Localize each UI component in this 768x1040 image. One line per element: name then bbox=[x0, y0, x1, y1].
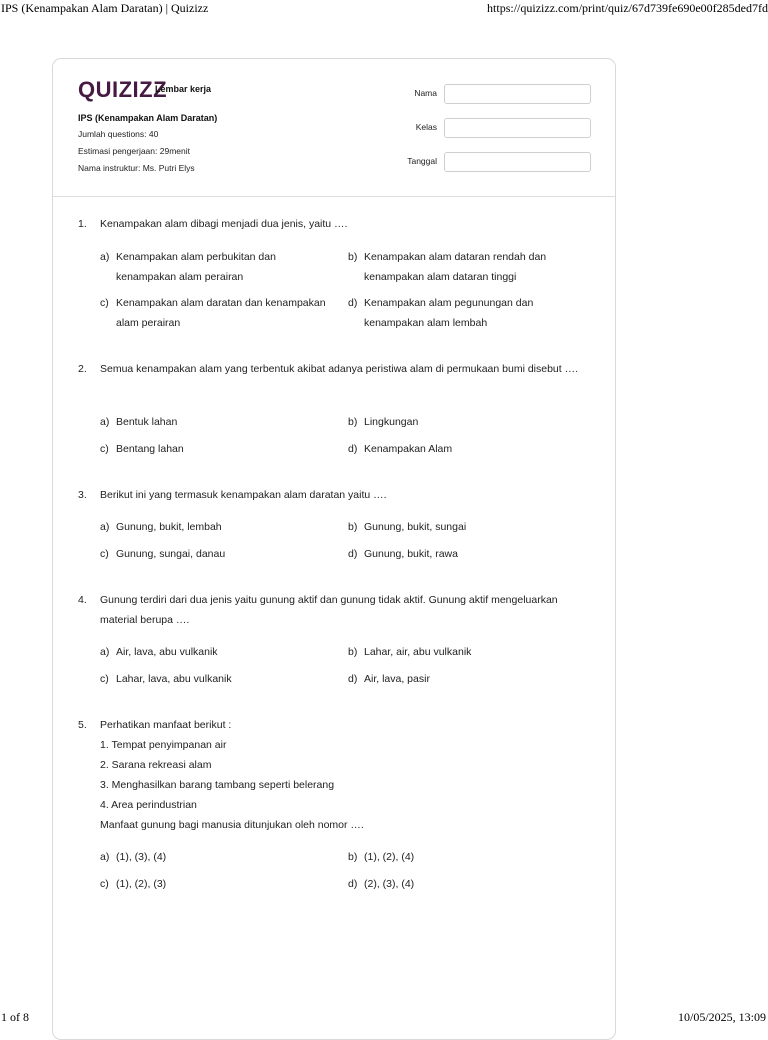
question-count: Jumlah questions: 40 bbox=[78, 129, 159, 139]
option-text: Gunung, bukit, lembah bbox=[116, 521, 222, 533]
option-text: Gunung, bukit, rawa bbox=[364, 548, 458, 560]
worksheet-subtitle: Lembar kerja bbox=[155, 84, 212, 94]
print-footer bbox=[0, 1009, 768, 1024]
instructor-name: Nama instruktur: Ms. Putri Elys bbox=[78, 163, 195, 173]
option-label: b) bbox=[348, 851, 358, 863]
class-field[interactable] bbox=[444, 118, 591, 138]
quizizz-logo: QUIZIZZ bbox=[78, 77, 168, 102]
option-label: c) bbox=[100, 297, 109, 309]
option-label: d) bbox=[348, 297, 358, 309]
option-text: Lingkungan bbox=[364, 416, 419, 428]
option-text: Kenampakan Alam bbox=[364, 443, 453, 455]
worksheet-card bbox=[52, 58, 616, 1040]
date-field[interactable] bbox=[444, 152, 591, 172]
print-datetime: 10/05/2025, 13:09 bbox=[677, 1010, 766, 1024]
date-field-label: Tanggal bbox=[407, 156, 437, 166]
option-label: a) bbox=[100, 646, 110, 658]
question-number: 4. bbox=[78, 594, 87, 606]
question-number: 3. bbox=[78, 489, 87, 501]
option-text: Bentang lahan bbox=[116, 443, 184, 455]
question-text-line: 1. Tempat penyimpanan air bbox=[100, 739, 227, 751]
worksheet-header bbox=[53, 59, 615, 197]
question-text-line: 3. Menghasilkan barang tambang seperti belerang bbox=[100, 779, 335, 791]
option-label: b) bbox=[348, 251, 358, 263]
option-text: Kenampakan alam perbukitan dan kenampakan alam perairan bbox=[116, 251, 276, 283]
option-label: a) bbox=[100, 851, 110, 863]
option-label: d) bbox=[348, 673, 358, 685]
option-label: b) bbox=[348, 521, 358, 533]
question-text: Semua kenampakan alam yang terbentuk akibat adanya peristiwa alam di permukaan bumi disebut …. bbox=[100, 363, 579, 375]
option-label: b) bbox=[348, 416, 358, 428]
option-text: Bentuk lahan bbox=[116, 416, 178, 428]
option-text: Air, lava, pasir bbox=[364, 673, 430, 685]
question-text: Kenampakan alam dibagi menjadi dua jenis, yaitu …. bbox=[100, 218, 348, 230]
option-label: d) bbox=[348, 878, 358, 890]
option-label: c) bbox=[100, 673, 109, 685]
question-text-line: Manfaat gunung bagi manusia ditunjukan oleh nomor …. bbox=[100, 819, 364, 831]
question-text-line: 4. Area perindustrian bbox=[100, 799, 197, 811]
question-text: Berikut ini yang termasuk kenampakan alam daratan yaitu …. bbox=[100, 489, 387, 501]
option-text: Kenampakan alam dataran rendah dan kenampakan alam dataran tinggi bbox=[364, 251, 547, 283]
print-page-title: IPS (Kenampakan Alam Daratan) | Quizizz bbox=[1, 1, 209, 15]
option-label: a) bbox=[100, 416, 110, 428]
option-text: (1), (3), (4) bbox=[116, 851, 167, 863]
question-number: 2. bbox=[78, 363, 87, 375]
option-label: d) bbox=[348, 443, 358, 455]
option-text: Gunung, bukit, sungai bbox=[364, 521, 467, 533]
option-text: Gunung, sungai, danau bbox=[116, 548, 226, 560]
option-label: b) bbox=[348, 646, 358, 658]
question-text-line: Perhatikan manfaat berikut : bbox=[100, 719, 232, 731]
option-text: Lahar, air, abu vulkanik bbox=[364, 646, 472, 658]
option-label: a) bbox=[100, 251, 110, 263]
time-estimate: Estimasi pengerjaan: 29menit bbox=[78, 146, 190, 156]
option-label: c) bbox=[100, 443, 109, 455]
question-text bbox=[100, 715, 590, 835]
question-number: 5. bbox=[78, 719, 87, 731]
option-text: (1), (2), (3) bbox=[116, 878, 167, 890]
option-label: c) bbox=[100, 548, 109, 560]
question-number: 1. bbox=[78, 218, 87, 230]
name-field[interactable] bbox=[444, 84, 591, 104]
option-label: d) bbox=[348, 548, 358, 560]
question-text: Gunung terdiri dari dua jenis yaitu gunung aktif dan gunung tidak aktif. Gunung aktif mengeluarkan material berupa …. bbox=[100, 594, 558, 626]
option-text: (1), (2), (4) bbox=[364, 851, 415, 863]
quiz-title: IPS (Kenampakan Alam Daratan) bbox=[78, 113, 218, 123]
print-page-url: https://quizizz.com/print/quiz/67d739fe690e00f285ded7fd bbox=[487, 1, 768, 15]
option-label: a) bbox=[100, 521, 110, 533]
option-text: Kenampakan alam pegunungan dan kenampakan alam lembah bbox=[364, 297, 534, 329]
page-counter: 1 of 8 bbox=[1, 1010, 29, 1024]
name-field-label: Nama bbox=[414, 88, 437, 98]
print-header bbox=[0, 0, 768, 18]
option-text: Air, lava, abu vulkanik bbox=[116, 646, 218, 658]
option-text: Lahar, lava, abu vulkanik bbox=[116, 673, 232, 685]
question-text-line: 2. Sarana rekreasi alam bbox=[100, 759, 212, 771]
class-field-label: Kelas bbox=[415, 122, 437, 132]
option-label: c) bbox=[100, 878, 109, 890]
option-text: Kenampakan alam daratan dan kenampakan alam perairan bbox=[116, 297, 326, 329]
option-text: (2), (3), (4) bbox=[364, 878, 415, 890]
